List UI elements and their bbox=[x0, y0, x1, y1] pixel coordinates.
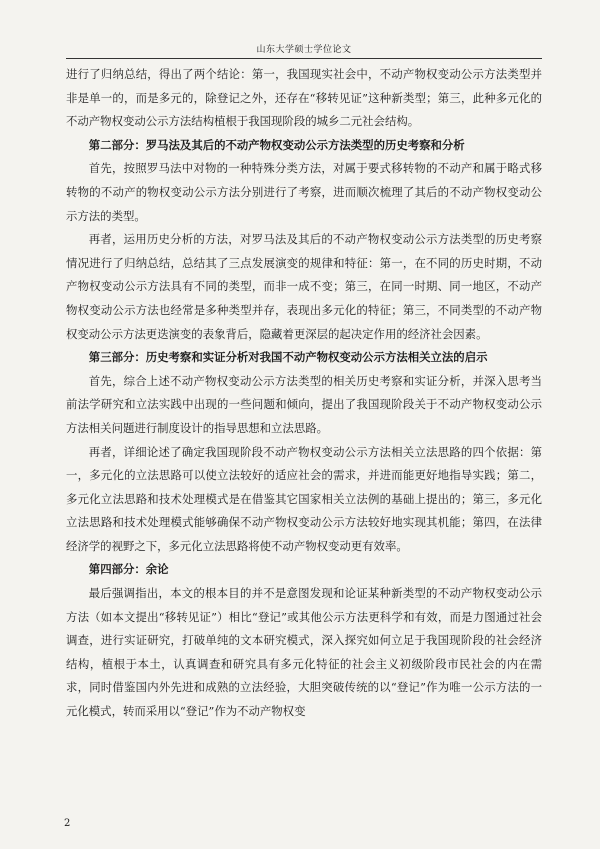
section-heading-part2: 第二部分：罗马法及其后的不动产物权变动公示方法类型的历史考察和分析 bbox=[88, 137, 465, 152]
paragraph-part2-first: 首先，按照罗马法中对物的一种特殊分类方法，对属于要式移转物的不动产和属于略式移转物的不动产的物权变动公示方法分别进行了考察，进而顺次梳理了其后的不动产物权变动公示方法的类型。 bbox=[66, 161, 542, 223]
section-heading-part3: 第三部分：历史考察和实证分析对我国不动产物权变动公示方法相关立法的启示 bbox=[88, 350, 488, 365]
paragraph-part4: 最后强调指出，本文的根本目的并不是意图发现和论证某种新类型的不动产物权变动公示方法（如本文提出“移转见证”）相比“登记”或其他公示方法更科学和有效，而是力图通过社会调查，进行实证研究，打破单纯的文本研究模式，深入探究如何立足于我国现阶段的社会经济结构，植根于本土，认真调查和研究具有多元化特征的社会主义初级阶段市民社会的内在需求，同时借鉴国内外先进和成熟的立法经验，大胆突破传统的以“登记”作为唯一公示方法的一元化模式，转而采用以“登记”作为不动产物权变 bbox=[66, 586, 542, 719]
header-rule bbox=[66, 58, 542, 59]
paragraph-part3-first: 首先，综合上述不动产物权变动公示方法类型的相关历史考察和实证分析，并深入思考当前法学研究和立法实践中出现的一些问题和倾向，提出了我国现阶段关于不动产物权变动公示方法相关问题进行制度设计的指导思想和立法思路。 bbox=[66, 373, 542, 435]
paragraph-conclusions: 进行了归纳总结，得出了两个结论：第一，我国现实社会中，不动产物权变动公示方法类型并非是单一的，而是多元的，除登记之外，还存在“移转见证”这种新类型；第三，此种多元化的不动产物权变动公示方法结构植根于我国现阶段的城乡二元社会结构。 bbox=[66, 67, 542, 129]
running-header: 山东大学硕士学位论文 bbox=[256, 45, 352, 55]
section-heading-part4: 第四部分：余论 bbox=[88, 562, 169, 577]
paragraph-part3-second: 再者，详细论述了确定我国现阶段不动产物权变动公示方法相关立法思路的四个依据：第一，多元化的立法思路可以使立法较好的适应社会的需求，并进而能更好地指导实践；第二，多元化立法思路和技术处理模式是在借鉴其它国家相关立法例的基础上提出的；第三，多元化立法思路和技术处理模式能够确保不动产物权变动公示方法较好地实现其机能；第四，在法律经济学的视野之下，多元化立法思路将使不动产物权变动更有效率。 bbox=[66, 444, 542, 553]
page-number: 2 bbox=[64, 818, 71, 829]
paragraph-part2-second: 再者，运用历史分析的方法，对罗马法及其后的不动产物权变动公示方法类型的历史考察情况进行了归纳总结，总结其了三点发展演变的规律和特征：第一，在不同的历史时期，不动产物权变动公示方法具有不同的类型，而非一成不变；第三，在同一时期、同一地区，不动产物权变动公示方法也经常是多种类型并存，表现出多元化的特征；第三，不同类型的不动产物权变动公示方法更迭演变的表象背后，隐藏着更深层的起决定作用的经济社会因素。 bbox=[66, 232, 542, 341]
page-body bbox=[66, 63, 542, 724]
